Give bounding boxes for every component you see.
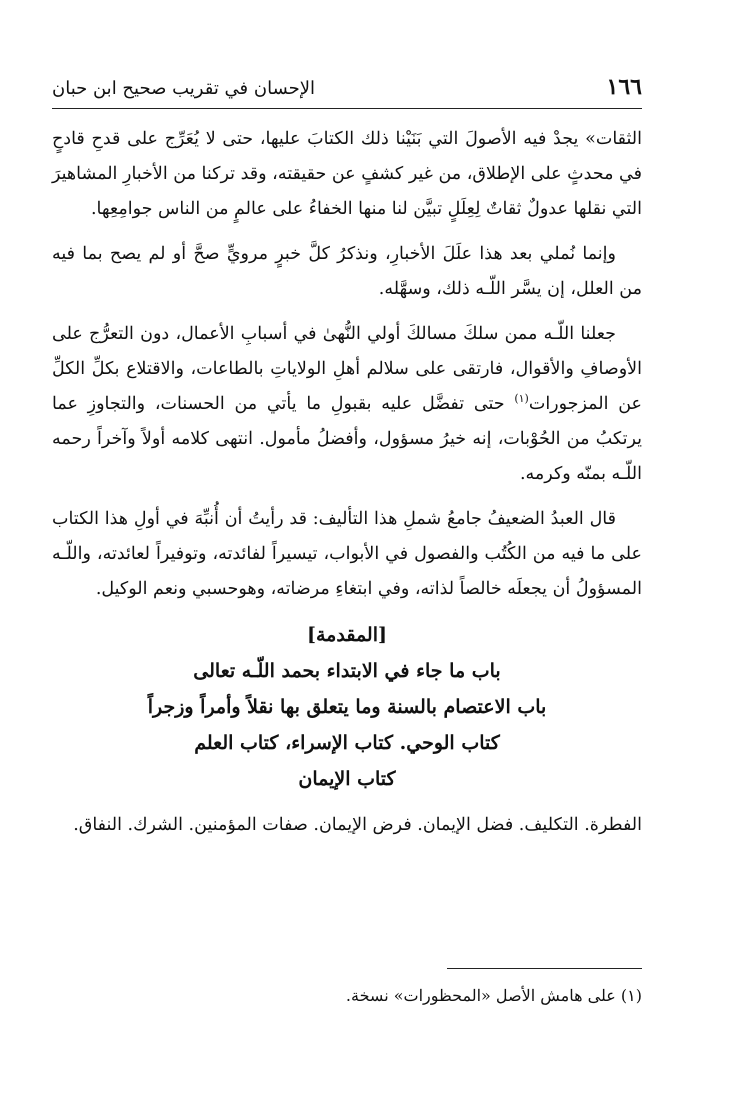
- page-number: ١٦٦: [606, 74, 642, 100]
- paragraph-2: وإنما نُملي بعد هذا علَلَ الأخبارِ، ونذكرُ كلَّ خبرٍ مرويٍّ صحَّ أو لم يصح بما فيه من العلل، إن يسَّر اللّـه ذلك، وسهَّله.: [52, 244, 642, 299]
- paragraph-4: قال العبدُ الضعيفُ جامعُ شملِ هذا التأليف: قد رأيتُ أن أُنبِّهَ في أولِ هذا الكتاب على ما فيه من الكُتُب والفصول في الأبواب، تيسيراً لفائدته، وتوفيراً لعائدته، واللّـه المسؤولُ أن يجعلَه خالصاً لذاته، وفي ابتغاءِ مرضاته، وهوحسبي ونعم الوكيل.: [52, 509, 642, 599]
- page-header: [52, 72, 642, 109]
- section-title: [المقدمة]: [307, 624, 387, 646]
- paragraph-3: [52, 317, 642, 492]
- section-line-1: باب ما جاء في الابتداء بحمد اللّـه تعالى: [193, 660, 501, 682]
- topics-list: الفطرة. التكليف. فضل الإيمان. فرض الإيمان. صفات المؤمنين. الشرك. النفاق.: [73, 815, 642, 835]
- running-title: الإحسان في تقريب صحيح ابن حبان: [52, 78, 316, 99]
- main-text: [52, 122, 642, 861]
- section-line-4: كتاب الإيمان: [298, 768, 396, 790]
- footnote-divider: [447, 968, 642, 969]
- section-headings: [52, 617, 642, 797]
- paragraph-1: الثقات» يجدْ فيه الأصولَ التي بَنَيْنا ذلك الكتابَ عليها، حتى لا يُعَرِّج على قدحِ قادحٍ في محدثٍ على الإطلاق، من غير كشفٍ عن حقيقته، وقد تركنا من الأخبارِ المشاهيرَ التي نقلها عدولٌ ثقاتٌ لِعِلَلٍ تبيَّن لنا منها الخفاءُ على عالمٍ من الناس جوامِعِها.: [52, 129, 642, 219]
- paragraph-3-part-1: جعلنا اللّـه ممن سلكَ مسالكَ أولي النُّهىٰ في أسبابِ الأعمال، دون التعرُّج على الأوصافِ والأقوال، فارتقى على سلالم أهلِ الولاياتِ بالطاعات، والاقتلاع بكلِّ الكلِّ عن المزجورات: [52, 324, 642, 414]
- section-line-3: كتاب الوحي. كتاب الإسراء، كتاب العلم: [194, 732, 500, 754]
- section-line-2: باب الاعتصام بالسنة وما يتعلق بها نقلاً وأمراً وزجراً: [147, 696, 547, 718]
- footnote-marker: (١): [514, 392, 529, 406]
- footnote: (١) على هامش الأصل «المحظورات» نسخة.: [345, 986, 642, 1005]
- paragraph-3-part-2: حتى تفضَّل عليه بقبولِ ما يأتي من الحسنات، والتجاوزِ عما يرتكبُ من الحُوْبات، إنه خيرُ مسؤول، وأفضلُ مأمول. انتهى كلامه أولاً وآخراً رحمه اللّـه بمنّه وكرمه.: [52, 394, 642, 484]
